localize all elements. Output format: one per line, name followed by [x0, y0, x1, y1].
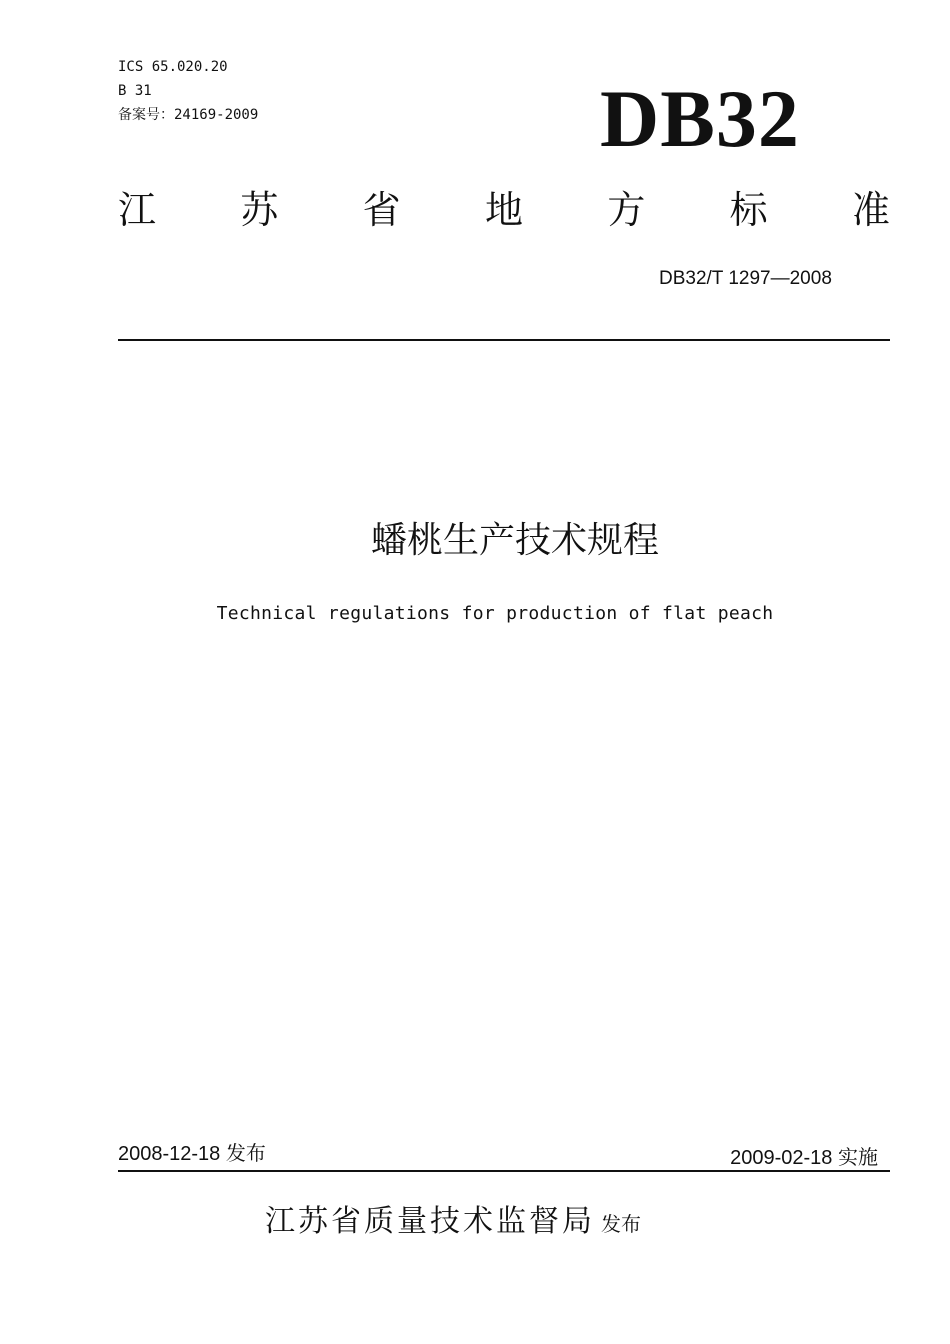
standard-type: [118, 186, 890, 234]
category-code: B 31: [118, 83, 152, 99]
publisher-name: 江苏省质量技术监督局: [265, 1204, 595, 1239]
standard-type-char: 方: [607, 188, 646, 232]
publisher-suffix: 发布: [601, 1212, 641, 1236]
standard-code: DB32: [600, 73, 800, 164]
footer-divider: [118, 1170, 890, 1172]
standard-type-char: 标: [729, 188, 768, 232]
ics-code: ICS 65.020.20: [118, 59, 228, 75]
publisher: [265, 1202, 641, 1244]
standard-type-char: 准: [851, 188, 890, 232]
standard-type-char: 江: [118, 188, 157, 232]
standard-type-char: 苏: [240, 188, 279, 232]
implementation-date: 2009-02-18 实施: [730, 1147, 878, 1169]
title-english: Technical regulations for production of flat peach: [216, 603, 774, 624]
meta-block: [118, 55, 258, 127]
filing-number: 备案号：24169-2009: [118, 107, 259, 123]
standard-type-char: 省: [362, 188, 401, 232]
issue-date: 2008-12-18 发布: [118, 1143, 266, 1165]
standard-type-char: 地: [484, 188, 523, 232]
header-divider: [118, 339, 890, 341]
standard-number: DB32/T 1297—2008: [659, 268, 832, 289]
title-chinese: 蟠桃生产技术规程: [370, 520, 659, 561]
